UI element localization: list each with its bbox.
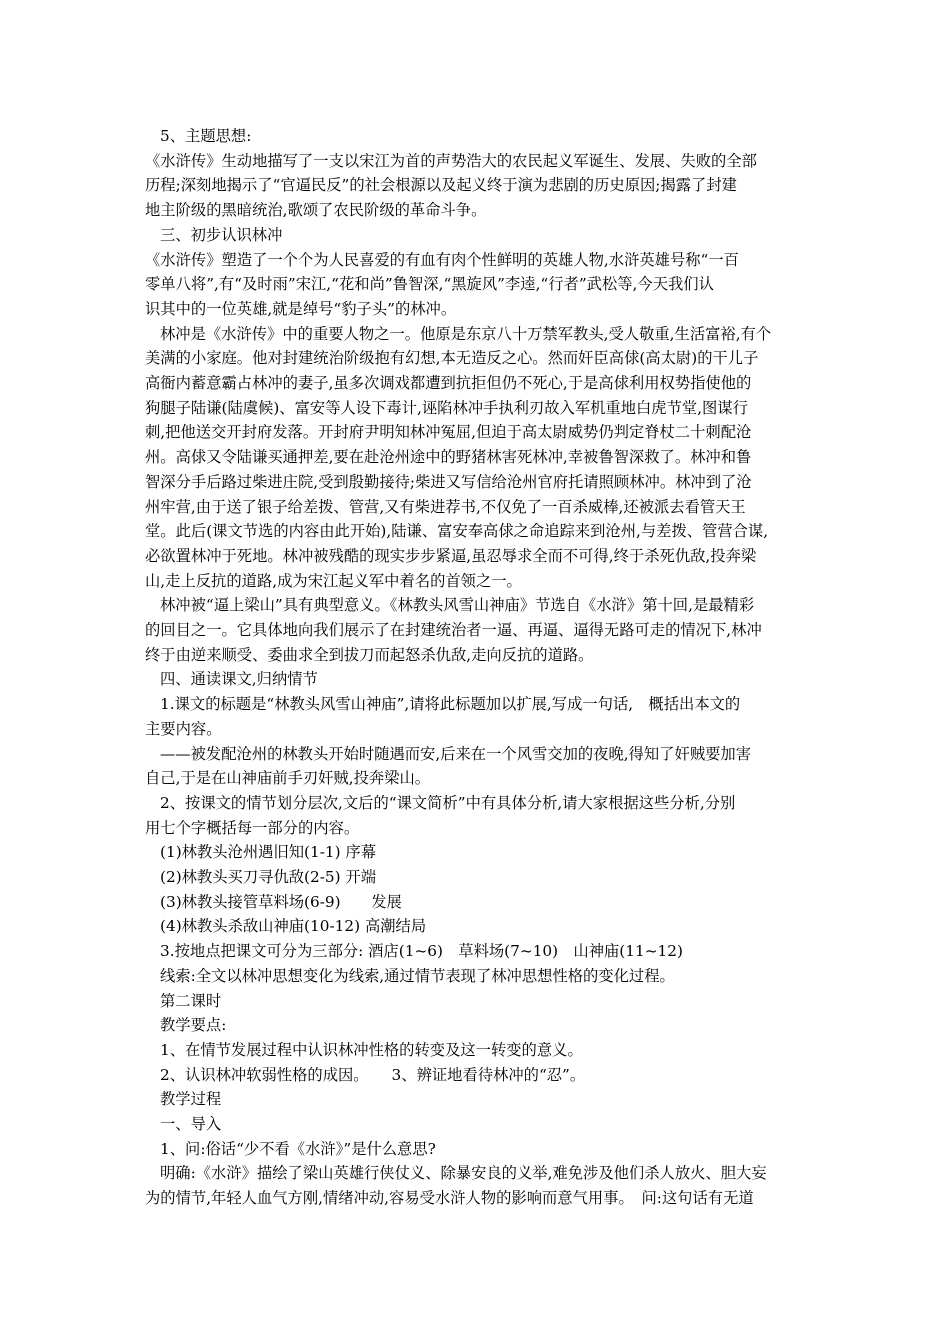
- text-line: 1.课文的标题是“林教头风雪山神庙”,请将此标题加以扩展,写成一句话, 概括出本文的: [160, 695, 741, 714]
- text-line: 地主阶级的黑暗统治,歌颂了农民阶级的革命斗争。: [145, 201, 487, 220]
- text-line: 美满的小家庭。他对封建统治阶级抱有幻想,本无造反之心。然而奸臣高俅(高太尉)的干儿子: [145, 349, 759, 368]
- text-line: 终于由逆来顺受、委曲求全到拔刀而起怒杀仇敌,走向反抗的道路。: [145, 645, 594, 664]
- text-line: 自己,于是在山神庙前手刃奸贼,投奔梁山。: [145, 769, 431, 788]
- text-line: 三、初步认识林冲: [160, 225, 283, 244]
- text-line: 教学要点:: [160, 1016, 227, 1035]
- text-line: (1)林教头沧州遇旧知(1-1) 序幕: [160, 843, 377, 862]
- text-line: (3)林教头接管草料场(6-9) 发展: [160, 892, 402, 911]
- text-line: 必欲置林冲于死地。林冲被残酷的现实步步紧逼,虽忍辱求全而不可得,终于杀死仇敌,投奔梁: [145, 546, 757, 565]
- text-line: 智深分手后路过柴进庄院,受到殷勤接待;柴进又写信给沧州官府托请照顾林冲。林冲到了沧: [145, 472, 752, 491]
- text-line: 教学过程: [160, 1090, 222, 1109]
- text-line: 零单八将”,有“及时雨”宋江,“花和尚”鲁智深,“黑旋风”李逵,“行者”武松等,今天我们认: [145, 275, 714, 294]
- text-line: 刺,把他送交开封府发落。开封府尹明知林冲冤屈,但迫于高太尉威势仍判定脊杖二十刺配沧: [145, 423, 752, 442]
- text-line: 历程;深刻地揭示了“官逼民反”的社会根源以及起义终于演为悲剧的历史原因;揭露了封建: [145, 176, 737, 195]
- text-line: ——被发配沧州的林教头开始时随遇而安,后来在一个风雪交加的夜晚,得知了奸贼要加害: [160, 744, 752, 763]
- text-line: 明确:《水浒》描绘了梁山英雄行侠仗义、除暴安良的义举,难免涉及他们杀人放火、胆大妄: [160, 1164, 767, 1183]
- text-line: 1、在情节发展过程中认识林冲性格的转变及这一转变的意义。: [160, 1040, 583, 1059]
- text-line: 1、问:俗话“少不看《水浒》”是什么意思?: [160, 1139, 436, 1158]
- text-line: 四、通读课文,归纳情节: [160, 670, 318, 689]
- text-line: 狗腿子陆谦(陆虞候)、富安等人设下毒计,诬陷林冲手执利刃故入军机重地白虎节堂,图谋行: [145, 398, 748, 417]
- text-line: 林冲是《水浒传》中的重要人物之一。他原是东京八十万禁军教头,受人敬重,生活富裕,有个: [160, 324, 772, 343]
- text-line: 一、导入: [160, 1115, 222, 1133]
- text-line: (2)林教头买刀寻仇敌(2-5) 开端: [160, 868, 377, 886]
- text-line: 线索:全文以林冲思想变化为线索,通过情节表现了林冲思想性格的变化过程。: [160, 966, 675, 985]
- text-line: 2、按课文的情节划分层次,文后的“课文简析”中有具体分析,请大家根据这些分析,分别: [160, 793, 736, 812]
- text-line: 林冲被“逼上梁山”具有典型意义。《林教头风雪山神庙》节选自《水浒》第十回,是最精彩: [160, 596, 755, 615]
- text-line: 堂。此后(课文节选的内容由此开始),陆谦、富安奉高俅之命追踪来到沧州,与差拨、管营合谋,: [145, 522, 769, 541]
- text-line: 山,走上反抗的道路,成为宋江起义军中着名的首领之一。: [145, 571, 522, 590]
- text-line: 州。高俅又令陆谦买通押差,要在赴沧州途中的野猪林害死林冲,幸被鲁智深救了。林冲和鲁: [145, 448, 752, 467]
- text-line: 州牢营,由于送了银子给差拨、管营,又有柴进荐书,不仅免了一百杀威棒,还被派去看管天王: [145, 497, 746, 516]
- text-line: 高衙内蓄意霸占林冲的妻子,虽多次调戏都遭到抗拒但仍不死心,于是高俅利用权势指使他的: [145, 374, 752, 392]
- text-line: 3.按地点把课文可分为三部分: 酒店(1~6) 草料场(7~10) 山神庙(11~12): [160, 942, 683, 961]
- text-line: 5、主题思想:: [160, 127, 252, 145]
- text-line: 的回目之一。它具体地向我们展示了在封建统治者一逼、再逼、逼得无路可走的情况下,林冲: [145, 621, 762, 639]
- text-line: 用七个字概括每一部分的内容。: [145, 818, 360, 837]
- text-line: 主要内容。: [145, 719, 222, 738]
- text-line: 第二课时: [160, 991, 222, 1010]
- text-line: (4)林教头杀敌山神庙(10-12) 高潮结局: [160, 917, 427, 936]
- text-line: 为的情节,年轻人血气方刚,情绪冲动,容易受水浒人物的影响而意气用事。 问:这句话有无道: [145, 1189, 754, 1208]
- text-line: 《水浒传》生动地描写了一支以宋江为首的声势浩大的农民起义军诞生、发展、失败的全部: [145, 151, 757, 170]
- text-line: 《水浒传》塑造了一个个为人民喜爱的有血有肉个性鲜明的英雄人物,水浒英雄号称“一百: [145, 250, 739, 269]
- text-line: 2、认识林冲软弱性格的成因。 3、辨证地看待林冲的“忍”。: [160, 1065, 586, 1084]
- text-line: 识其中的一位英雄,就是绰号“豹子头”的林冲。: [145, 299, 457, 318]
